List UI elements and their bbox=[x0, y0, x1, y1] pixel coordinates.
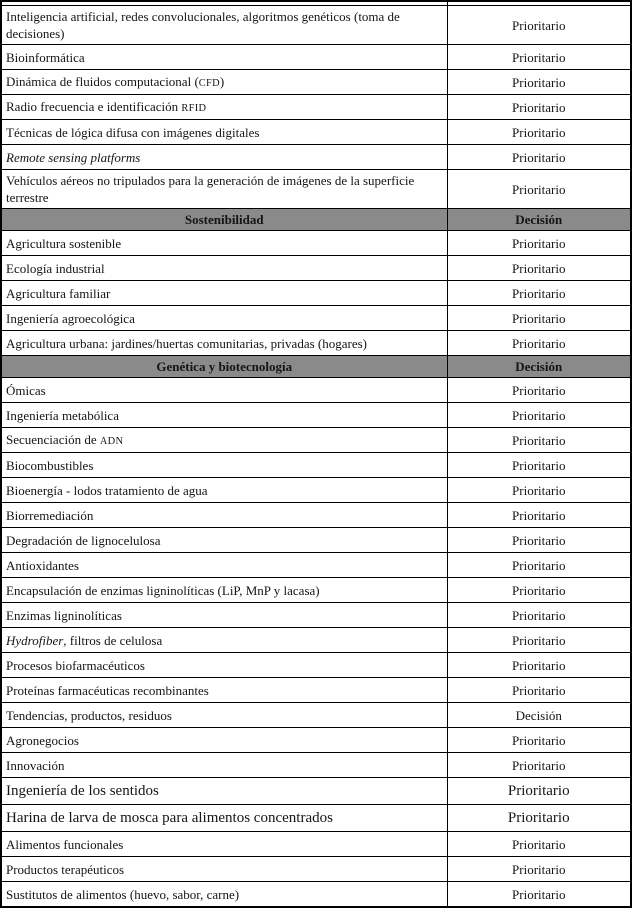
decision-cell: Decisión bbox=[447, 209, 631, 231]
decision-cell: Prioritario bbox=[447, 45, 631, 70]
decision-cell: Prioritario bbox=[447, 378, 631, 403]
table-row bbox=[1, 857, 631, 882]
topic-text: Antioxidantes bbox=[6, 557, 79, 573]
topic-cell bbox=[1, 281, 447, 306]
topic-text: Ecología industrial bbox=[6, 260, 105, 276]
table-row bbox=[1, 428, 631, 453]
topic-text: Agricultura sostenible bbox=[6, 235, 122, 251]
topic-text: Bioinformática bbox=[6, 49, 85, 65]
topic-cell bbox=[1, 6, 447, 45]
topic-cell bbox=[1, 653, 447, 678]
topic-cell bbox=[1, 553, 447, 578]
topic-cell bbox=[1, 805, 447, 832]
topic-text: Ingeniería de los sentidos bbox=[6, 782, 159, 799]
topic-cell bbox=[1, 703, 447, 728]
topic-cell bbox=[1, 728, 447, 753]
table-row bbox=[1, 403, 631, 428]
topic-text: Sustitutos de alimentos (huevo, sabor, carne) bbox=[6, 886, 240, 902]
topic-text: Innovación bbox=[6, 757, 65, 773]
table-row bbox=[1, 306, 631, 331]
decision-cell: Prioritario bbox=[447, 6, 631, 45]
topic-text: Técnicas de lógica difusa con imágenes digitales bbox=[6, 124, 260, 140]
topic-text: Sostenibilidad bbox=[184, 212, 264, 227]
table-row bbox=[1, 728, 631, 753]
table-row bbox=[1, 528, 631, 553]
decision-cell: Prioritario bbox=[447, 728, 631, 753]
section-header-row bbox=[1, 356, 631, 378]
topic-text: Secuenciación de bbox=[6, 431, 100, 447]
topic-text: Enzimas ligninolíticas bbox=[6, 607, 122, 623]
topic-text: Vehículos aéreos no tripulados para la generación de imágenes de la superficie terrestre bbox=[6, 173, 415, 205]
table-row bbox=[1, 753, 631, 778]
topic-text: Agricultura urbana: jardines/huertas comunitarias, privadas (hogares) bbox=[6, 335, 367, 351]
table-row bbox=[1, 503, 631, 528]
topic-cell bbox=[1, 882, 447, 908]
table-row bbox=[1, 6, 631, 45]
table-row bbox=[1, 882, 631, 908]
decision-cell: Prioritario bbox=[447, 503, 631, 528]
decision-cell: Prioritario bbox=[447, 553, 631, 578]
topic-text: Genética y biotecnología bbox=[156, 359, 293, 374]
decision-cell: Prioritario bbox=[447, 578, 631, 603]
table-row bbox=[1, 45, 631, 70]
topic-text: , filtros de celulosa bbox=[63, 632, 163, 648]
decision-cell: Prioritario bbox=[447, 882, 631, 908]
topic-cell bbox=[1, 331, 447, 356]
topic-text: RFID bbox=[181, 102, 207, 114]
topic-cell bbox=[1, 403, 447, 428]
topic-cell bbox=[1, 453, 447, 478]
decision-cell: Prioritario bbox=[447, 120, 631, 145]
table-row bbox=[1, 95, 631, 120]
table-row bbox=[1, 453, 631, 478]
decision-cell: Prioritario bbox=[447, 778, 631, 805]
topic-cell bbox=[1, 120, 447, 145]
table-row bbox=[1, 331, 631, 356]
topic-cell bbox=[1, 256, 447, 281]
topic-cell bbox=[1, 578, 447, 603]
table-row bbox=[1, 603, 631, 628]
topic-cell bbox=[1, 832, 447, 857]
topic-text: Biorremediación bbox=[6, 507, 94, 523]
decision-cell: Prioritario bbox=[447, 428, 631, 453]
topic-cell bbox=[1, 95, 447, 120]
table-row bbox=[1, 832, 631, 857]
decision-cell: Prioritario bbox=[447, 281, 631, 306]
topic-cell bbox=[1, 628, 447, 653]
topic-text: Bioenergía - lodos tratamiento de agua bbox=[6, 482, 208, 498]
topic-cell bbox=[1, 778, 447, 805]
topic-text: Dinámica de fluidos computacional ( bbox=[6, 73, 199, 89]
decision-cell: Prioritario bbox=[447, 478, 631, 503]
topic-text: Harina de larva de mosca para alimentos concentrados bbox=[6, 809, 333, 826]
table-row bbox=[1, 120, 631, 145]
table-row bbox=[1, 805, 631, 832]
decision-cell: Prioritario bbox=[447, 628, 631, 653]
table-row bbox=[1, 628, 631, 653]
topic-text: CFD bbox=[198, 77, 220, 89]
topic-text: Agricultura familiar bbox=[6, 285, 111, 301]
decision-cell: Prioritario bbox=[447, 453, 631, 478]
topic-text: Ómicas bbox=[6, 382, 46, 398]
topic-text: Alimentos funcionales bbox=[6, 836, 124, 852]
section-title-cell bbox=[1, 356, 447, 378]
topic-cell bbox=[1, 678, 447, 703]
decision-cell: Prioritario bbox=[447, 857, 631, 882]
topic-text: Ingeniería agroecológica bbox=[6, 310, 135, 326]
topic-text: Inteligencia artificial, redes convolucionales, algoritmos genéticos (toma de decisiones) bbox=[6, 9, 400, 41]
decision-cell: Prioritario bbox=[447, 678, 631, 703]
topic-text: Hydrofiber bbox=[6, 632, 64, 648]
table-row bbox=[1, 678, 631, 703]
topic-cell bbox=[1, 428, 447, 453]
topic-cell bbox=[1, 503, 447, 528]
topic-cell bbox=[1, 231, 447, 256]
decision-cell: Prioritario bbox=[447, 753, 631, 778]
topic-text: Procesos biofarmacéuticos bbox=[6, 657, 145, 673]
topic-text: Radio frecuencia e identificación bbox=[6, 98, 182, 114]
decision-cell: Prioritario bbox=[447, 145, 631, 170]
topic-cell bbox=[1, 528, 447, 553]
topic-text: Agronegocios bbox=[6, 732, 79, 748]
topic-text: Encapsulación de enzimas ligninolíticas (LiP, MnP y lacasa) bbox=[6, 582, 320, 598]
decision-cell: Prioritario bbox=[447, 653, 631, 678]
decision-cell: Prioritario bbox=[447, 805, 631, 832]
topic-cell bbox=[1, 753, 447, 778]
table-row bbox=[1, 653, 631, 678]
topic-cell bbox=[1, 45, 447, 70]
decision-cell: Prioritario bbox=[447, 832, 631, 857]
table-row bbox=[1, 553, 631, 578]
table-row bbox=[1, 170, 631, 209]
topic-cell bbox=[1, 378, 447, 403]
topic-cell bbox=[1, 857, 447, 882]
section-header-row bbox=[1, 209, 631, 231]
topic-text: Remote sensing platforms bbox=[6, 149, 141, 165]
topic-text: Degradación de lignocelulosa bbox=[6, 532, 161, 548]
topic-text: Tendencias, productos, residuos bbox=[6, 707, 172, 723]
topic-text: ADN bbox=[99, 435, 124, 447]
topic-text: Ingeniería metabólica bbox=[6, 407, 119, 423]
decision-cell: Prioritario bbox=[447, 256, 631, 281]
decision-cell: Prioritario bbox=[447, 231, 631, 256]
table-row bbox=[1, 578, 631, 603]
topic-text: Proteínas farmacéuticas recombinantes bbox=[6, 682, 209, 698]
decision-cell: Prioritario bbox=[447, 403, 631, 428]
topic-text: Biocombustibles bbox=[6, 457, 94, 473]
table-row bbox=[1, 256, 631, 281]
topic-cell bbox=[1, 603, 447, 628]
decision-cell: Prioritario bbox=[447, 603, 631, 628]
topic-cell bbox=[1, 170, 447, 209]
topic-cell bbox=[1, 306, 447, 331]
priority-table-body bbox=[1, 1, 631, 907]
decision-cell: Decisión bbox=[447, 356, 631, 378]
table-row bbox=[1, 145, 631, 170]
decision-cell: Decisión bbox=[447, 703, 631, 728]
table-row bbox=[1, 478, 631, 503]
decision-cell: Prioritario bbox=[447, 331, 631, 356]
decision-cell: Prioritario bbox=[447, 528, 631, 553]
topic-text: Productos terapéuticos bbox=[6, 861, 125, 877]
table-row bbox=[1, 70, 631, 95]
decision-cell: Prioritario bbox=[447, 306, 631, 331]
topic-cell bbox=[1, 70, 447, 95]
topic-cell bbox=[1, 478, 447, 503]
topic-text: ) bbox=[219, 73, 225, 89]
section-title-cell bbox=[1, 209, 447, 231]
topic-cell bbox=[1, 145, 447, 170]
table-row bbox=[1, 231, 631, 256]
table-row bbox=[1, 778, 631, 805]
table-row bbox=[1, 378, 631, 403]
decision-cell: Prioritario bbox=[447, 170, 631, 209]
table-row bbox=[1, 281, 631, 306]
decision-cell: Prioritario bbox=[447, 95, 631, 120]
decision-cell: Prioritario bbox=[447, 70, 631, 95]
table-row bbox=[1, 703, 631, 728]
